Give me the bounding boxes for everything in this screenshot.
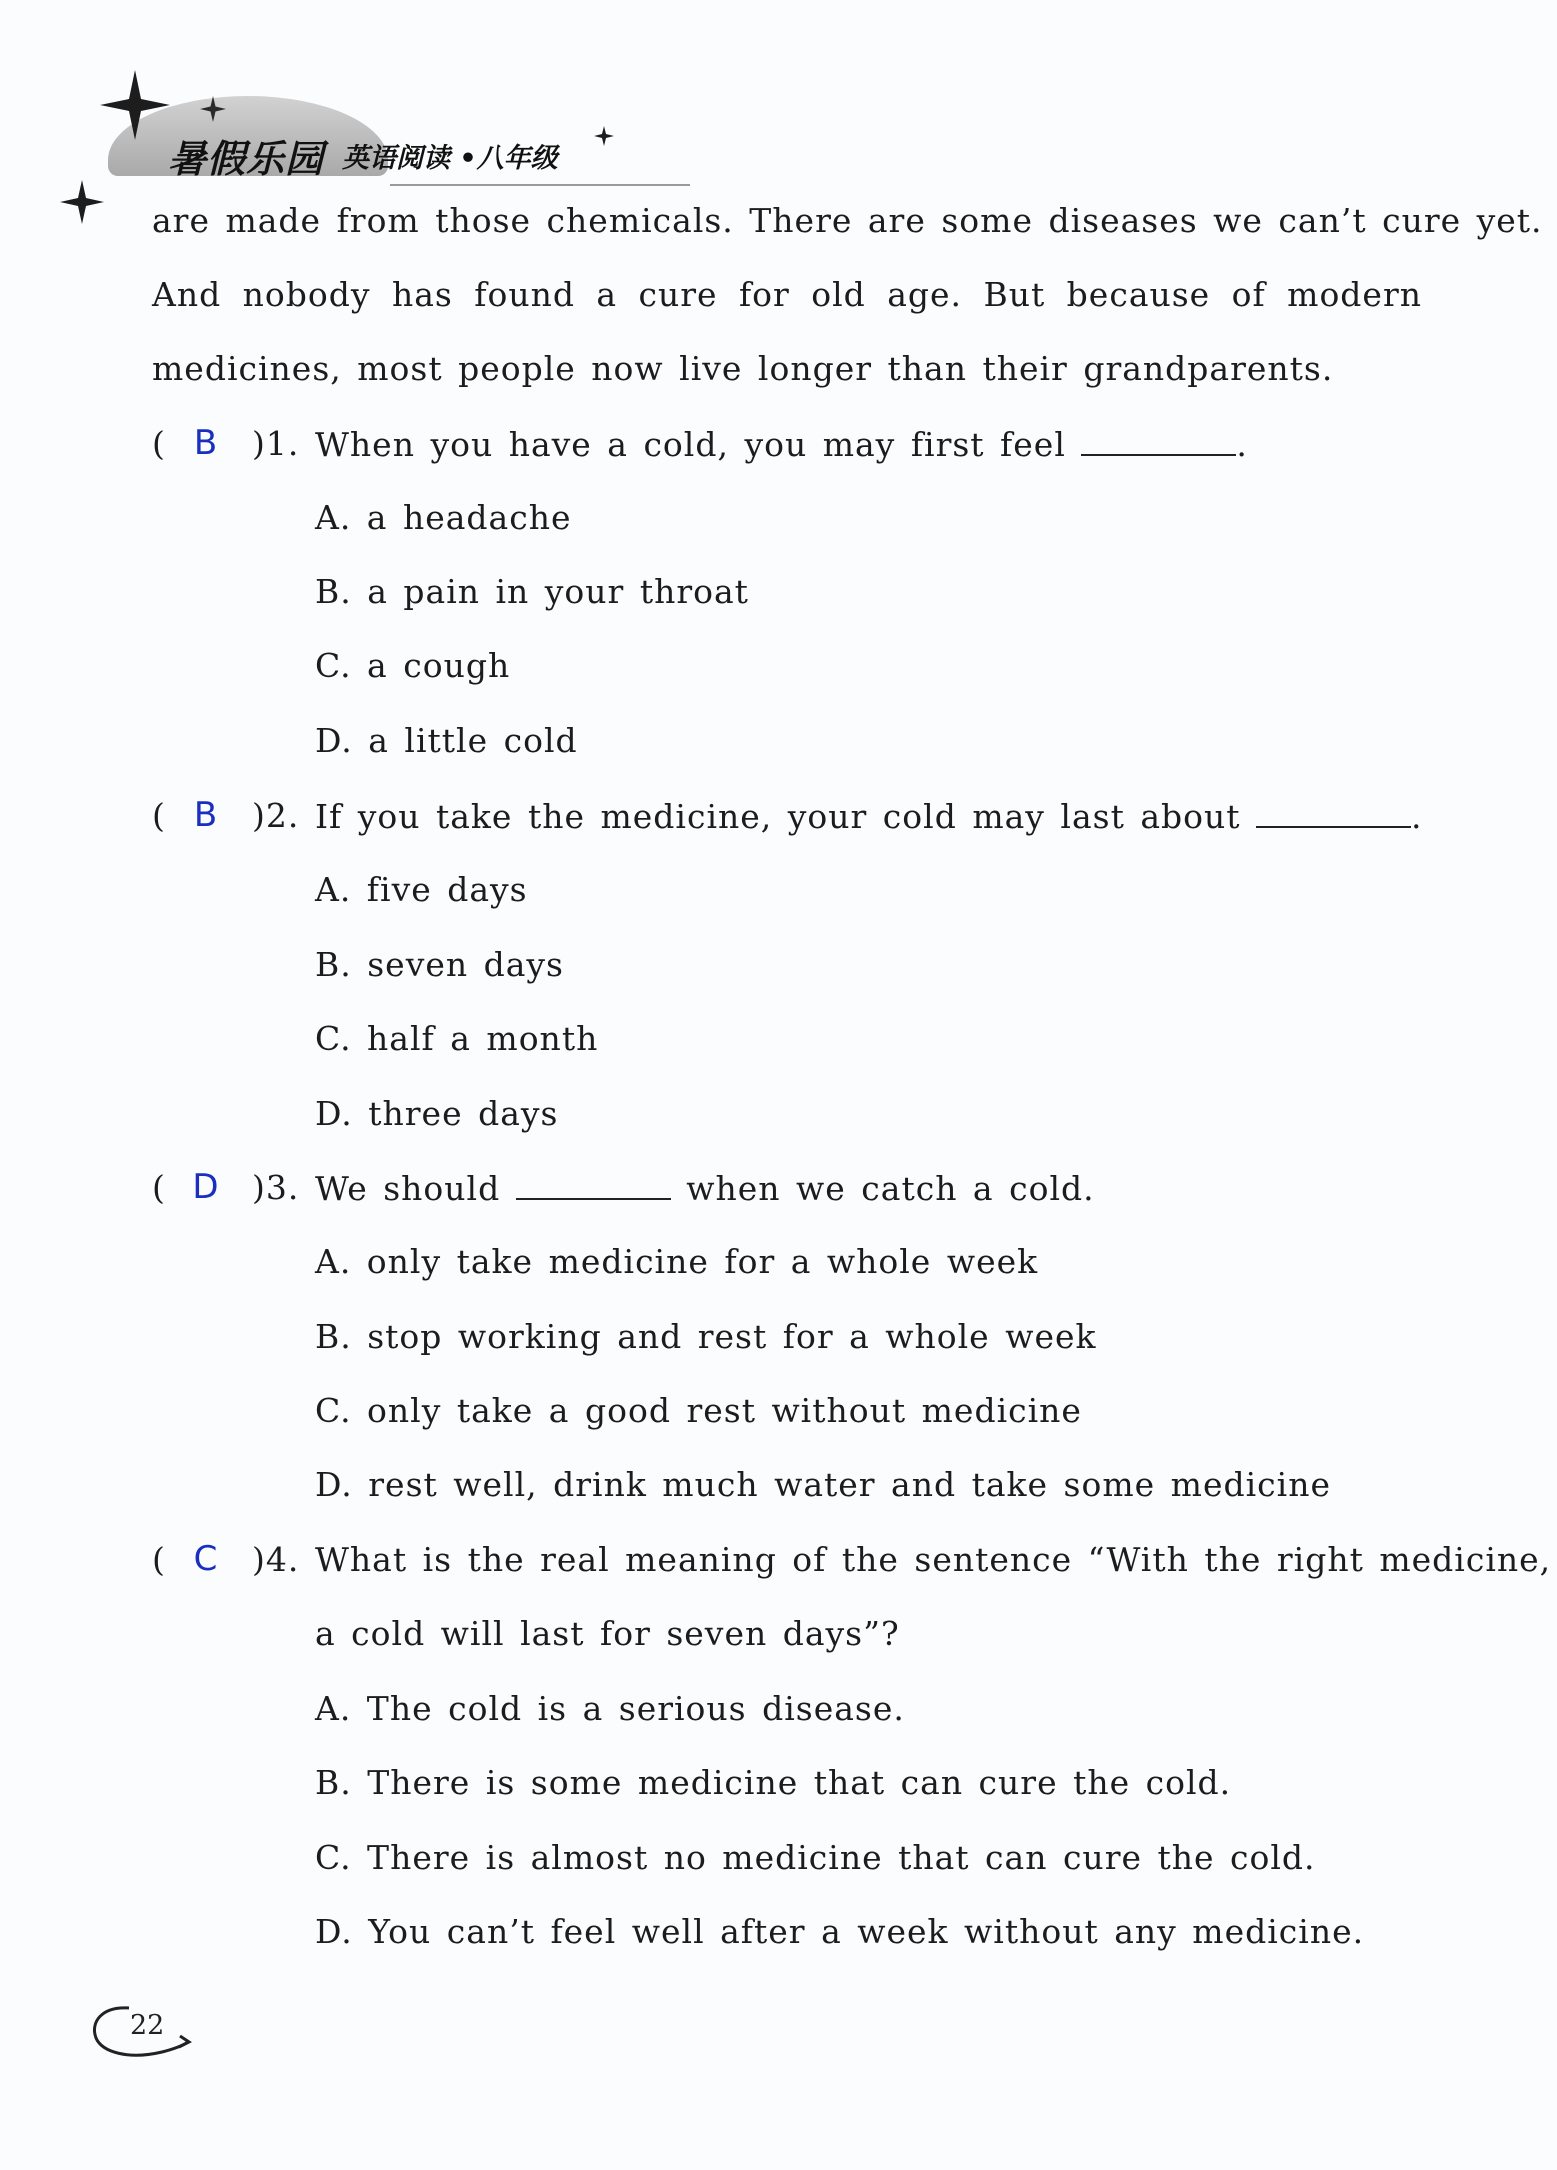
answer-blank (1256, 796, 1411, 828)
option-b: B. There is some medicine that can cure the cold. (315, 1763, 1232, 1802)
answer-mark: B (193, 423, 219, 463)
question-stem: We should when we catch a cold. (315, 1169, 1095, 1208)
sparkle-icon (60, 180, 104, 224)
question-number: )1. (252, 424, 300, 463)
sparkle-icon (594, 126, 614, 146)
sparkle-icon (100, 70, 170, 140)
question-stem: If you take the medicine, your cold may last about . (315, 797, 1423, 836)
answer-bracket-open: ( (152, 1540, 166, 1579)
option-d: D. a little cold (315, 721, 578, 760)
option-d: D. three days (315, 1094, 559, 1133)
page-header (60, 70, 640, 200)
option-d: D. rest well, drink much water and take some medicine (315, 1465, 1331, 1504)
question-stem-continued: a cold will last for seven days”? (315, 1614, 900, 1653)
question-stem: When you have a cold, you may first feel . (315, 425, 1248, 464)
answer-blank (1081, 424, 1236, 456)
answer-mark: D (192, 1167, 220, 1207)
page-number: 22 (130, 2010, 165, 2041)
option-d: D. You can’t feel well after a week without any medicine. (315, 1912, 1365, 1951)
question-number: )2. (252, 796, 300, 835)
answer-mark: C (193, 1539, 219, 1579)
option-a: A. a headache (315, 498, 572, 537)
passage-line: are made from those chemicals. There are some diseases we can’t cure yet. (152, 201, 1543, 240)
option-c: C. a cough (315, 646, 511, 685)
question-number: )3. (252, 1168, 300, 1207)
question-stem: What is the real meaning of the sentence “With the right medicine, (315, 1540, 1552, 1579)
question-number: )4. (252, 1540, 300, 1579)
answer-bracket-open: ( (152, 424, 166, 463)
sparkle-icon (200, 96, 226, 122)
option-c: C. There is almost no medicine that can cure the cold. (315, 1838, 1316, 1877)
option-c: C. half a month (315, 1019, 599, 1058)
book-subtitle: 英语阅读 •八年级 (342, 143, 558, 174)
answer-blank (516, 1168, 671, 1200)
option-a: A. The cold is a serious disease. (315, 1689, 905, 1728)
option-b: B. seven days (315, 945, 564, 984)
answer-bracket-open: ( (152, 796, 166, 835)
book-brand-title: 暑假乐园 (168, 137, 325, 181)
option-b: B. a pain in your throat (315, 572, 749, 611)
answer-bracket-open: ( (152, 1168, 166, 1207)
option-c: C. only take a good rest without medicine (315, 1391, 1082, 1430)
passage-line: And nobody has found a cure for old age. But because of modern (152, 275, 1422, 314)
answer-mark: B (193, 795, 219, 835)
option-a: A. only take medicine for a whole week (315, 1242, 1039, 1281)
passage-line: medicines, most people now live longer than their grandparents. (152, 349, 1334, 388)
option-b: B. stop working and rest for a whole week (315, 1317, 1097, 1356)
option-a: A. five days (315, 870, 528, 909)
